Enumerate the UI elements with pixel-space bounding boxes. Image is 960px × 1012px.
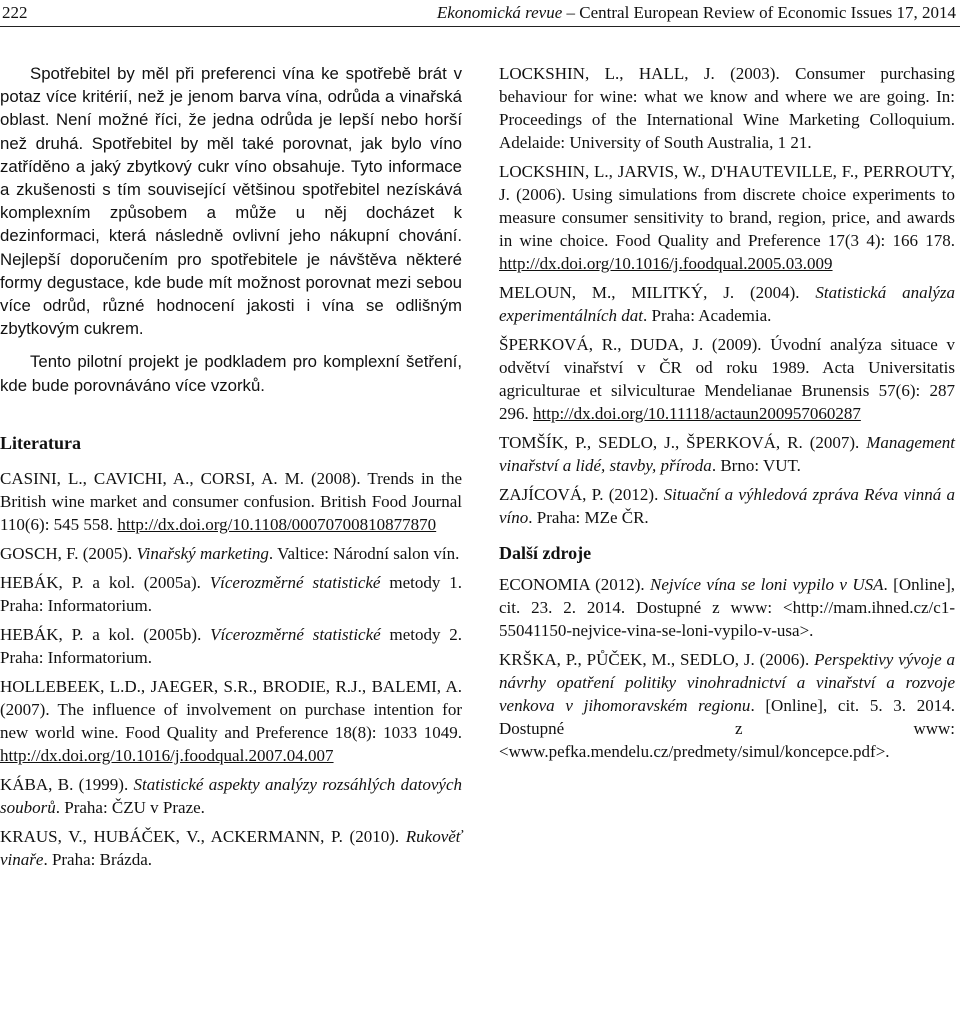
reference-list-right xyxy=(499,62,955,529)
ref-url[interactable]: http://dx.doi.org/10.1108/00070700810877870 xyxy=(117,514,437,534)
ref-text: . Praha: Academia. xyxy=(643,306,772,325)
ref-url[interactable]: http://dx.doi.org/10.11118/actaun200957060287 xyxy=(533,404,861,423)
ref-title: Perspektivy vývoje a návrhy opatření politiky vinohradnictví a vinařství a rozvoje venkova v jihomoravském regionu xyxy=(499,650,955,715)
ref-text: GOSCH, F. (2005). xyxy=(0,543,137,563)
section-heading-literatura: Literatura xyxy=(0,432,81,453)
reference-entry xyxy=(499,431,955,477)
ref-text: LOCKSHIN, L., HALL, J. (2003). Consumer purchasing behaviour for wine: what we know and where we are going. In: Proceedings of the International Wine Marketing Colloquium. Adelaide: University of South Australia, 1 21. xyxy=(499,64,955,152)
ref-text: KRAUS, V., HUBÁČEK, V., ACKERMANN, P. (2010). xyxy=(0,826,406,846)
ref-text: . Valtice: Národní salon vín. xyxy=(268,543,460,563)
journal-name: Ekonomická revue xyxy=(436,3,563,22)
left-column xyxy=(0,62,462,877)
section-heading-dalsi-zdroje: Další zdroje xyxy=(499,543,592,563)
running-header xyxy=(0,0,960,26)
reference-list-left xyxy=(0,467,462,871)
reference-entry xyxy=(499,281,955,327)
body-paragraph: Spotřebitel by měl při preferenci vína ke spotřebě brát v potaz více kritérií, než je jenom barva vína, odrůda a vinařská oblast. Není možné říci, že jedna odrůda je lepší nebo horší než druhá. Spotřebitel by měl také porovnat, jak bylo víno zatříděno a jaký zbytkový cukr víno obsahuje. Tyto informace a zkušenosti s tím související většinou spotřebitel nezískává komplexním způsobem a může u něj docházet k dezinformaci, která následně ovlivní jeho nákupní chování. Nejlepší doporučením pro spotřebitele je návštěva některé formy degustace, kde bude mít možnost porovnat mezi sebou více odrůd, různé hodnocení jakosti i vína se odlišným zbytkovým cukrem. xyxy=(0,64,462,339)
reference-list-other-sources xyxy=(499,573,955,763)
ref-title: Vícerozměrné statistické xyxy=(209,572,381,592)
ref-text: HEBÁK, P. a kol. (2005b). xyxy=(0,624,211,644)
ref-title: Nejvíce vína se loni vypilo v USA xyxy=(650,575,884,594)
ref-title: Statistická analýza experimentálních dat xyxy=(499,283,955,325)
ref-text: CASINI, L., CAVICHI, A., CORSI, A. M. (2008). Trends in the British wine market and consumer confusion. British Food Journal 110(6): 545 558. xyxy=(0,468,462,534)
reference-entry xyxy=(499,483,955,529)
reference-entry xyxy=(499,333,955,425)
ref-text: metody 2. Praha: Informatorium. xyxy=(0,624,463,667)
reference-entry xyxy=(499,62,955,154)
ref-text: . Praha: MZe ČR. xyxy=(528,508,649,527)
ref-text: KÁBA, B. (1999). xyxy=(0,774,134,794)
ref-title: Rukověť vinaře xyxy=(0,826,462,869)
reference-entry xyxy=(0,571,462,617)
ref-title: Vinařský marketing xyxy=(136,543,269,563)
reference-entry xyxy=(499,648,955,763)
ref-text: . Praha: Brázda. xyxy=(43,849,153,869)
ref-text: . [Online], cit. 5. 3. 2014. Dostupné z www: <www.pefka.mendelu.cz/predmety/simul/koncepce.pdf>. xyxy=(499,696,955,761)
reference-entry xyxy=(0,773,462,819)
ref-text: HOLLEBEEK, L.D., JAEGER, S.R., BRODIE, R.J., BALEMI, A. (2007). The influence of involvement on purchase intention for new world wine. Food Quality and Preference 18(8): 1033 1049. xyxy=(0,676,462,742)
ref-url[interactable]: http://dx.doi.org/10.1016/j.foodqual.2005.03.009 xyxy=(499,254,833,273)
reference-entry xyxy=(499,573,955,642)
ref-text: TOMŠÍK, P., SEDLO, J., ŠPERKOVÁ, R. (2007). xyxy=(499,433,867,452)
ref-text: . Brno: VUT. xyxy=(711,456,801,475)
reference-entry xyxy=(0,467,462,536)
body-paragraph: Tento pilotní projekt je podkladem pro komplexní šetření, kde bude porovnáváno více vzorků. xyxy=(0,352,462,395)
page-number: 222 xyxy=(2,3,28,22)
ref-text: KRŠKA, P., PŮČEK, M., SEDLO, J. (2006). xyxy=(499,650,815,669)
reference-entry xyxy=(0,825,462,871)
ref-url[interactable]: http://dx.doi.org/10.1016/j.foodqual.2007.04.007 xyxy=(0,745,334,765)
journal-title xyxy=(437,2,956,24)
reference-entry xyxy=(0,675,462,767)
ref-title: Management vinařství a lidé, stavby, příroda xyxy=(499,433,955,475)
ref-text: . [Online], cit. 23. 2. 2014. Dostupné z www: <http://mam.ihned.cz/c1-55041150-nejvice-vina-se-loni-vypilo-v-usa>. xyxy=(499,575,956,640)
header-rule xyxy=(0,26,960,27)
reference-entry xyxy=(0,623,462,669)
ref-text: . Praha: ČZU v Praze. xyxy=(55,797,205,817)
right-column xyxy=(499,62,955,769)
reference-entry xyxy=(0,542,462,565)
ref-text: metody 1. Praha: Informatorium. xyxy=(0,572,462,615)
ref-text: HEBÁK, P. a kol. (2005a). xyxy=(0,572,210,592)
ref-title: Vícerozměrné statistické xyxy=(210,624,381,644)
ref-text: LOCKSHIN, L., JARVIS, W., D'HAUTEVILLE, F., PERROUTY, J. (2006). Using simulations from discrete choice experiments to measure consumer sensitivity to brand, region, price, and awards in wine choice. Food Quality and Preference 17(3 4): 166 178. xyxy=(499,162,955,250)
ref-text: ŠPERKOVÁ, R., DUDA, J. (2009). Úvodní analýza situace v odvětví vinařství v ČR od roku 1989. Acta Universitatis agriculturae et silviculturae Mendelianae Brunensis 57(6): 287 296. xyxy=(499,335,955,423)
ref-title: Situační a výhledová zpráva Réva vinná a víno xyxy=(499,485,956,527)
ref-text: ECONOMIA (2012). xyxy=(499,575,651,594)
ref-title: Statistické aspekty analýzy rozsáhlých datových souborů xyxy=(0,774,462,817)
ref-text: MELOUN, M., MILITKÝ, J. (2004). xyxy=(499,283,816,302)
journal-subtitle: – Central European Review of Economic Issues 17, 2014 xyxy=(562,3,956,22)
ref-text: ZAJÍCOVÁ, P. (2012). xyxy=(499,485,664,504)
reference-entry xyxy=(499,160,955,275)
